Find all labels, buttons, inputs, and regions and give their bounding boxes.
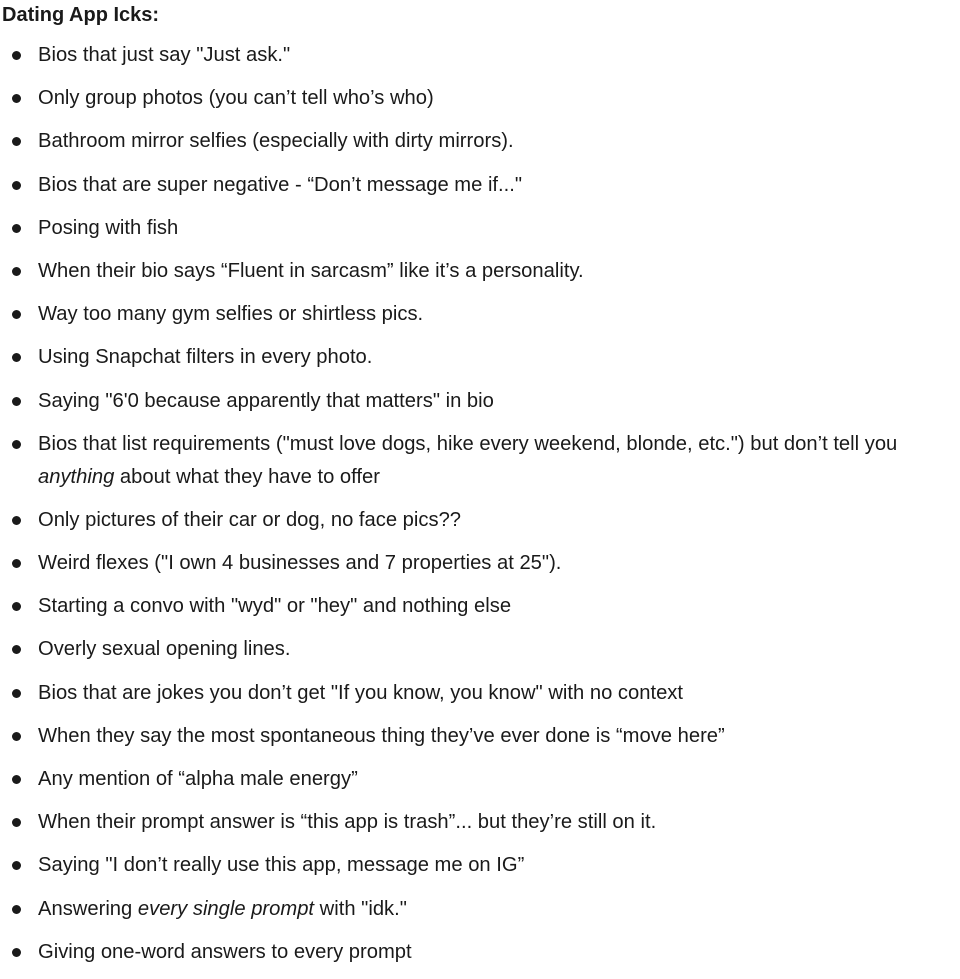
bullet-icon	[12, 137, 21, 146]
list-item-text: Any mention of “alpha male energy”	[38, 768, 358, 790]
bullet-icon	[12, 689, 21, 698]
bullet-icon	[12, 559, 21, 568]
list-item	[0, 212, 960, 245]
list-item-text: Bios that list requirements ("must love dogs, hike every weekend, blonde, etc.") but don’t tell you	[38, 432, 898, 455]
bullet-icon	[12, 861, 21, 870]
bullet-icon	[12, 51, 21, 60]
list-item-text-tail: about what they have to offer	[114, 465, 380, 488]
list-item-text: Giving one-word answers to every prompt	[38, 940, 412, 963]
list-item-text: Posing with fish	[38, 216, 179, 239]
bullet-icon	[12, 905, 21, 914]
bullet-icon	[12, 440, 21, 449]
list-item-text: Bios that just say "Just ask."	[38, 44, 291, 66]
list-item	[0, 893, 960, 926]
bullet-icon	[12, 948, 21, 957]
bullet-icon	[12, 267, 21, 276]
bullet-icon	[12, 516, 21, 525]
bullet-icon	[12, 818, 21, 827]
list-item-text: Overly sexual opening lines.	[38, 638, 291, 661]
list-item	[0, 633, 960, 666]
bullet-icon	[12, 181, 21, 190]
list-item-text: Answering	[38, 897, 138, 920]
list-item-text: Weird flexes ("I own 4 businesses and 7 properties at 25").	[38, 552, 562, 575]
list-item	[0, 428, 960, 494]
list-item-text: When they say the most spontaneous thing they’ve ever done is “move here”	[38, 724, 725, 747]
list-item-text: Starting a convo with "wyd" or "hey" and nothing else	[38, 595, 512, 618]
list-item	[0, 385, 960, 418]
bullet-icon	[12, 224, 21, 233]
bullet-icon	[12, 94, 21, 103]
list-item	[0, 677, 960, 710]
list-item	[0, 763, 960, 796]
list-item	[0, 547, 960, 580]
list-item	[0, 720, 960, 753]
list-item-text-tail: with "idk."	[314, 897, 407, 920]
list-item	[0, 39, 960, 72]
list-item-text: Way too many gym selfies or shirtless pics.	[38, 303, 424, 326]
page-title: Dating App Icks:	[2, 4, 160, 26]
list-item	[0, 936, 960, 969]
list-item-text: Using Snapchat filters in every photo.	[38, 346, 373, 369]
bullet-icon	[12, 645, 21, 654]
bullet-icon	[12, 353, 21, 362]
list-item-emphasis: anything	[38, 465, 115, 488]
list-item	[0, 504, 960, 537]
list-item-text: Only group photos (you can’t tell who’s who)	[38, 87, 434, 110]
list-item-text: When their bio says “Fluent in sarcasm” like it’s a personality.	[38, 259, 584, 282]
list-item	[0, 806, 960, 839]
list-item	[0, 125, 960, 158]
list-item-text: Bios that are super negative - “Don’t message me if..."	[38, 173, 523, 196]
list-item-emphasis: every single prompt	[137, 897, 315, 920]
list-item-text: Bathroom mirror selfies (especially with dirty mirrors).	[38, 130, 514, 153]
list-item	[0, 169, 960, 202]
list-item	[0, 255, 960, 288]
list-item	[0, 590, 960, 623]
bullet-icon	[12, 732, 21, 741]
icks-list	[0, 39, 960, 979]
list-item-text: When their prompt answer is “this app is trash”... but they’re still on it.	[38, 811, 657, 834]
bullet-icon	[12, 775, 21, 784]
list-item	[0, 82, 960, 115]
list-item-text: Saying "6'0 because apparently that matters" in bio	[38, 389, 494, 412]
bullet-icon	[12, 397, 21, 406]
list-item	[0, 298, 960, 331]
list-item-text: Only pictures of their car or dog, no face pics??	[38, 508, 462, 531]
list-item-text: Bios that are jokes you don’t get "If you know, you know" with no context	[38, 681, 683, 704]
bullet-icon	[12, 602, 21, 611]
list-item-text: Saying "I don’t really use this app, message me on IG”	[38, 854, 525, 877]
list-item	[0, 341, 960, 374]
bullet-icon	[12, 310, 21, 319]
list-item	[0, 849, 960, 882]
